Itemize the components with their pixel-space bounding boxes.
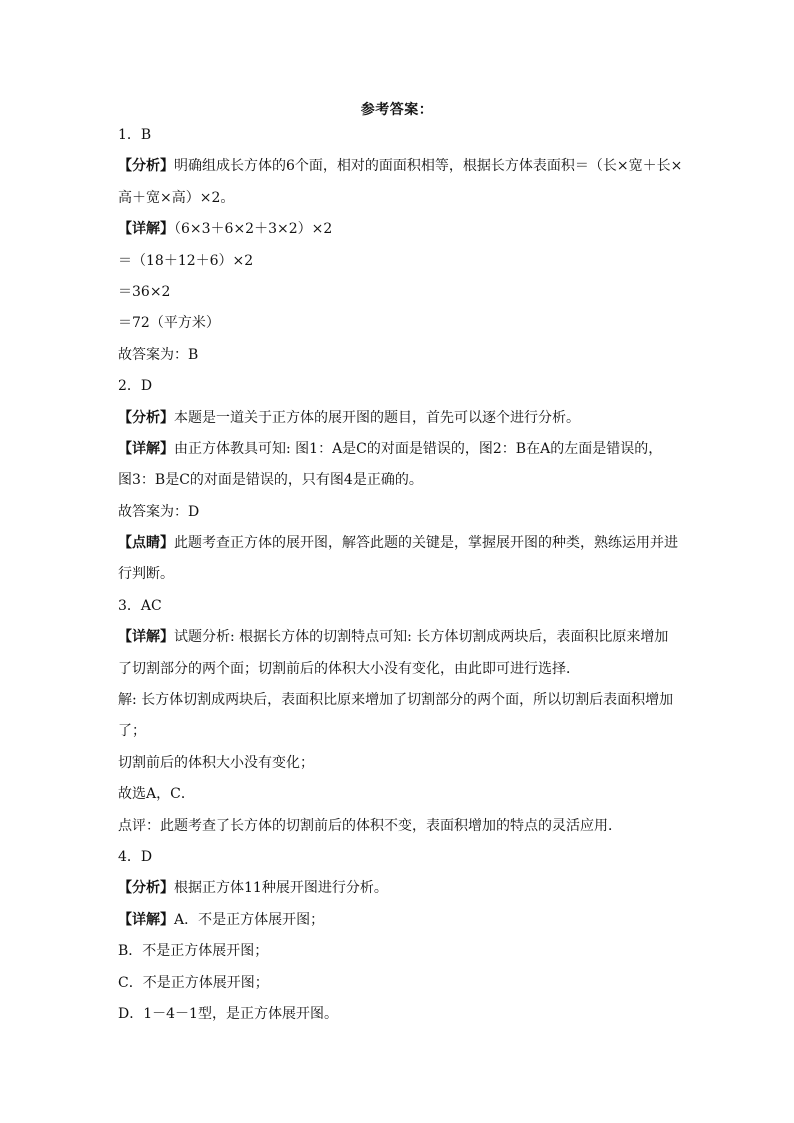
line-text: C．不是正方体展开图； xyxy=(118,974,269,991)
text-line xyxy=(118,999,682,1030)
line-text: 此题考查正方体的展开图，解答此题的关键是，掌握展开图的种类，熟练运用并进 xyxy=(174,535,678,552)
line-text: 了； xyxy=(118,723,146,740)
text-line xyxy=(118,497,682,528)
text-line xyxy=(118,591,682,622)
line-text: 行判断。 xyxy=(118,566,174,583)
line-text: 切割前后的体积大小没有变化； xyxy=(118,754,314,771)
line-text: 试题分析: 根据长方体的切割特点可知: 长方体切割成两块后，表面积比原来增加 xyxy=(174,629,669,646)
section-tag: 【点睛】 xyxy=(118,535,174,552)
line-text: 根据正方体11种展开图进行分析。 xyxy=(174,880,388,897)
text-line xyxy=(118,716,682,747)
text-line xyxy=(118,654,682,685)
text-line xyxy=(118,371,682,402)
text-line xyxy=(118,214,682,245)
line-text: 故答案为：D xyxy=(118,503,200,520)
line-text: 解: 长方体切割成两块后，表面积比原来增加了切割部分的两个面，所以切割后表面积增加 xyxy=(118,692,674,709)
line-text: 1．B xyxy=(118,127,152,143)
line-text: D．1－4－1型，是正方体展开图。 xyxy=(118,1005,338,1022)
text-line xyxy=(118,905,682,936)
text-line xyxy=(118,340,682,371)
text-line xyxy=(118,277,682,308)
text-line xyxy=(118,968,682,999)
text-line xyxy=(118,434,682,465)
line-text: ＝（18＋12＋6）×2 xyxy=(118,252,254,269)
text-line xyxy=(118,465,682,496)
line-text: 高＋宽×高）×2。 xyxy=(118,189,235,206)
line-text: 由正方体教具可知: 图1：A是C的对面是错误的，图2：B在A的左面是错误的， xyxy=(174,440,663,457)
line-text: 了切割部分的两个面；切割前后的体积大小没有变化，由此即可进行选择． xyxy=(118,660,580,677)
section-tag: 【详解】 xyxy=(118,440,174,457)
text-line xyxy=(118,246,682,277)
text-line xyxy=(118,308,682,339)
line-text: ＝36×2 xyxy=(118,283,171,300)
line-text: 本题是一道关于正方体的展开图的题目，首先可以逐个进行分析。 xyxy=(174,409,580,426)
text-line xyxy=(118,842,682,873)
text-line xyxy=(118,622,682,653)
line-text: （6×3＋6×2＋3×2）×2 xyxy=(174,221,333,238)
line-text: 3．AC xyxy=(118,597,162,614)
line-text: 故选A，C． xyxy=(118,786,195,803)
line-text: A．不是正方体展开图； xyxy=(174,911,325,928)
line-text: ＝72（平方米） xyxy=(118,315,220,332)
text-line xyxy=(118,183,682,214)
line-text: 4．D xyxy=(118,848,153,865)
line-text: 明确组成长方体的6个面，相对的面面积相等，根据长方体表面积＝（长×宽＋长× xyxy=(174,158,682,175)
section-tag: 【详解】 xyxy=(118,629,174,646)
text-line xyxy=(118,528,682,559)
text-line xyxy=(118,685,682,716)
section-tag: 【分析】 xyxy=(118,880,174,897)
text-line xyxy=(118,559,682,590)
page-title: 参考答案： xyxy=(360,102,434,118)
text-line xyxy=(118,151,682,182)
section-tag: 【详解】 xyxy=(118,221,174,238)
line-text: 点评：此题考查了长方体的切割前后的体积不变，表面积增加的特点的灵活应用． xyxy=(118,817,622,834)
section-tag: 【分析】 xyxy=(118,158,174,175)
line-text: 故答案为：B xyxy=(118,346,199,363)
line-text: 2．D xyxy=(118,378,153,395)
section-tag: 【详解】 xyxy=(118,911,174,928)
text-line xyxy=(118,779,682,810)
document-body xyxy=(118,120,682,1030)
text-line xyxy=(118,873,682,904)
section-tag: 【分析】 xyxy=(118,409,174,426)
text-line xyxy=(118,936,682,967)
text-line xyxy=(118,748,682,779)
line-text: B．不是正方体展开图； xyxy=(118,943,269,960)
text-line xyxy=(118,403,682,434)
text-line xyxy=(118,120,682,151)
line-text: 图3：B是C的对面是错误的，只有图4是正确的。 xyxy=(118,472,423,489)
text-line xyxy=(118,811,682,842)
